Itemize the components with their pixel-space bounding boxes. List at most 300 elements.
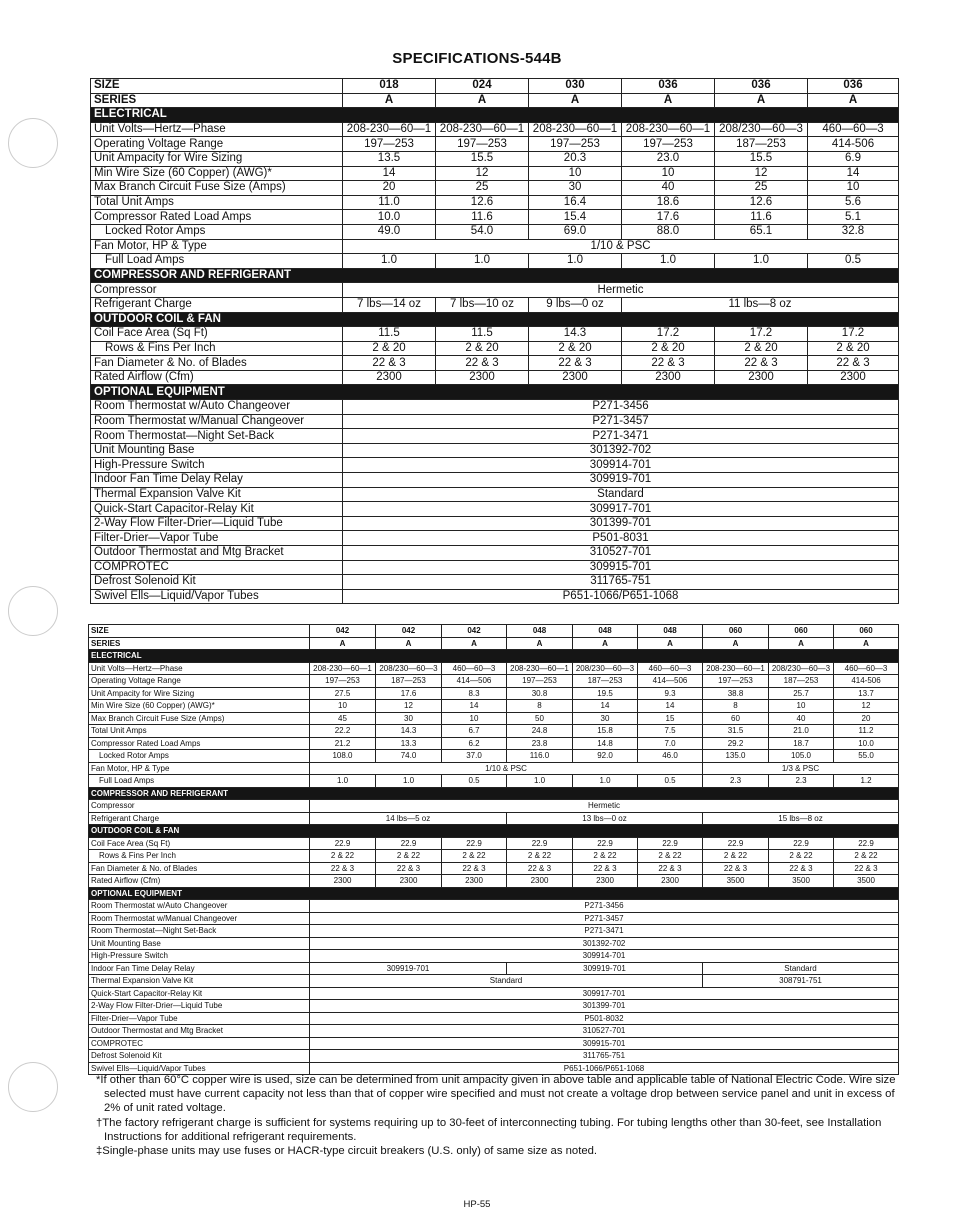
value-cell: 65.1	[715, 224, 808, 239]
row-optional	[91, 560, 899, 575]
value-cell: 8.3	[442, 687, 507, 700]
value-cell: 74.0	[376, 750, 442, 763]
value-cell: 22.9	[573, 837, 638, 850]
size-cell: 060	[769, 625, 834, 638]
value-cell: 2 & 20	[622, 341, 715, 356]
value-cell: 17.6	[622, 210, 715, 225]
value-cell: 25.7	[769, 687, 834, 700]
value-cell: 15 lbs—8 oz	[703, 812, 899, 825]
value-cell: 22 & 3	[310, 862, 376, 875]
value-cell: 2 & 22	[638, 850, 703, 863]
series-row	[91, 93, 899, 108]
value-cell: 37.0	[442, 750, 507, 763]
size-cell: 060	[703, 625, 769, 638]
value-cell: 30	[573, 712, 638, 725]
value-cell: 308791-751	[703, 975, 899, 988]
value-cell: 309917-701	[343, 502, 899, 517]
row-rows_fins	[91, 341, 899, 356]
value-cell: Standard	[343, 487, 899, 502]
row-label: Compressor	[89, 800, 310, 813]
spec-table-small-sizes	[90, 78, 899, 604]
value-cell: 92.0	[573, 750, 638, 763]
value-cell: 2 & 20	[529, 341, 622, 356]
section-header-compressor	[91, 268, 899, 283]
row-compressor	[91, 283, 899, 298]
value-cell: 20	[834, 712, 899, 725]
value-cell: 14 lbs—5 oz	[310, 812, 507, 825]
value-cell: 3500	[703, 875, 769, 888]
size-cell: 030	[529, 79, 622, 94]
value-cell: 11.0	[343, 195, 436, 210]
value-cell: 2300	[442, 875, 507, 888]
value-cell: 22 & 3	[343, 356, 436, 371]
row-label: Swivel Ells—Liquid/Vapor Tubes	[89, 1062, 310, 1075]
row-txv	[89, 975, 899, 988]
series-cell: A	[573, 637, 638, 650]
row-total_amps	[91, 195, 899, 210]
row-label: Filter-Drier—Vapor Tube	[89, 1012, 310, 1025]
value-cell: 460—60—3	[834, 662, 899, 675]
row-unit_volts	[89, 662, 899, 675]
value-cell: 2300	[310, 875, 376, 888]
value-cell: 6.7	[442, 725, 507, 738]
row-label: Min Wire Size (60 Copper) (AWG)*	[91, 166, 343, 181]
series-cell: A	[442, 637, 507, 650]
value-cell: 2 & 22	[310, 850, 376, 863]
section-header: OUTDOOR COIL & FAN	[89, 825, 899, 838]
value-cell: 15.5	[715, 151, 808, 166]
binder-hole	[8, 586, 58, 636]
value-cell: 10.0	[834, 737, 899, 750]
value-cell: 1.0	[343, 254, 436, 269]
row-label: Room Thermostat w/Auto Changeover	[89, 900, 310, 913]
row-label: Room Thermostat—Night Set-Back	[89, 925, 310, 938]
row-optional	[91, 516, 899, 531]
series-cell: A	[715, 93, 808, 108]
row-fla	[89, 775, 899, 788]
row-label: Full Load Amps	[89, 775, 310, 788]
series-cell: A	[529, 93, 622, 108]
row-label: Defrost Solenoid Kit	[89, 1050, 310, 1063]
value-cell: 45	[310, 712, 376, 725]
value-cell: 460—60—3	[638, 662, 703, 675]
row-optional	[91, 531, 899, 546]
value-cell: 197—253	[703, 675, 769, 688]
value-cell: 38.8	[703, 687, 769, 700]
value-cell: 0.5	[808, 254, 899, 269]
value-cell: 22 & 3	[622, 356, 715, 371]
value-cell: 208/230—60—3	[715, 122, 808, 137]
value-cell: 17.2	[622, 327, 715, 342]
row-ampacity	[91, 151, 899, 166]
section-header: OUTDOOR COIL & FAN	[91, 312, 899, 327]
row-ampacity	[89, 687, 899, 700]
value-cell: 60	[703, 712, 769, 725]
value-cell: 197—253	[310, 675, 376, 688]
row-label: Fan Motor, HP & Type	[89, 762, 310, 775]
value-cell: 197—253	[343, 137, 436, 152]
value-cell: 27.5	[310, 687, 376, 700]
row-optional	[89, 925, 899, 938]
value-cell: 208/230—60—3	[573, 662, 638, 675]
value-cell: 22 & 3	[703, 862, 769, 875]
size-cell: 048	[573, 625, 638, 638]
value-cell: 22 & 3	[529, 356, 622, 371]
value-cell: 11.6	[436, 210, 529, 225]
value-cell: 15.8	[573, 725, 638, 738]
value-cell: 3500	[834, 875, 899, 888]
value-cell: 19.5	[573, 687, 638, 700]
row-label: Total Unit Amps	[89, 725, 310, 738]
row-compressor	[89, 800, 899, 813]
value-cell: 2 & 22	[703, 850, 769, 863]
series-cell: A	[769, 637, 834, 650]
value-cell: 309914-701	[310, 950, 899, 963]
row-rla	[91, 210, 899, 225]
value-cell: 30	[529, 181, 622, 196]
value-cell: 11 lbs—8 oz	[622, 297, 899, 312]
value-cell: 17.6	[376, 687, 442, 700]
value-cell: 30	[376, 712, 442, 725]
row-label: Fan Diameter & No. of Blades	[91, 356, 343, 371]
value-cell: 8	[507, 700, 573, 713]
value-cell: 2 & 22	[442, 850, 507, 863]
value-cell: 22 & 3	[769, 862, 834, 875]
value-cell: 2300	[573, 875, 638, 888]
value-cell: 14	[638, 700, 703, 713]
row-label: Rated Airflow (Cfm)	[89, 875, 310, 888]
row-label: SIZE	[91, 79, 343, 94]
value-cell: 2300	[376, 875, 442, 888]
value-cell: 2300	[715, 370, 808, 385]
value-cell: 22 & 3	[507, 862, 573, 875]
value-cell: 22 & 3	[638, 862, 703, 875]
value-cell: 55.0	[834, 750, 899, 763]
value-cell: 14	[442, 700, 507, 713]
row-label: Outdoor Thermostat and Mtg Bracket	[91, 546, 343, 561]
row-op_voltage	[89, 675, 899, 688]
value-cell: P271-3457	[310, 912, 899, 925]
row-optional	[89, 900, 899, 913]
row-coil_area	[91, 327, 899, 342]
value-cell: 309919-701	[507, 962, 703, 975]
value-cell: P271-3456	[343, 400, 899, 415]
value-cell: P651-1066/P651-1068	[310, 1062, 899, 1075]
row-label: SERIES	[89, 637, 310, 650]
value-cell: 197—253	[529, 137, 622, 152]
value-cell: 22.2	[310, 725, 376, 738]
row-label: High-Pressure Switch	[89, 950, 310, 963]
value-cell: 460—60—3	[808, 122, 899, 137]
row-label: Operating Voltage Range	[89, 675, 310, 688]
row-label: Locked Rotor Amps	[91, 224, 343, 239]
value-cell: 21.2	[310, 737, 376, 750]
row-label: High-Pressure Switch	[91, 458, 343, 473]
value-cell: 414-506	[834, 675, 899, 688]
value-cell: 10	[310, 700, 376, 713]
row-label: Thermal Expansion Valve Kit	[89, 975, 310, 988]
value-cell: 309915-701	[343, 560, 899, 575]
footnote-refrigerant-charge: †The factory refrigerant charge is sufficient for systems requiring up to 30-feet of interconnecting tubing. For tubing lengths other than 30-feet, see Installation Instructions for additional refrigerant requirements.	[96, 1116, 882, 1143]
value-cell: 15.5	[436, 151, 529, 166]
value-cell: 9 lbs—0 oz	[529, 297, 622, 312]
row-op_voltage	[91, 137, 899, 152]
value-cell: 208-230—60—1	[310, 662, 376, 675]
value-cell: 88.0	[622, 224, 715, 239]
value-cell: 197—253	[436, 137, 529, 152]
row-rla	[89, 737, 899, 750]
size-cell: 042	[376, 625, 442, 638]
value-cell: 10.0	[343, 210, 436, 225]
spec-table-large-sizes	[88, 624, 899, 1075]
value-cell: 2300	[529, 370, 622, 385]
series-cell: A	[703, 637, 769, 650]
row-label: Fan Motor, HP & Type	[91, 239, 343, 254]
value-cell: 135.0	[703, 750, 769, 763]
value-cell: 1.0	[436, 254, 529, 269]
row-max_fuse	[91, 181, 899, 196]
row-label: Locked Rotor Amps	[89, 750, 310, 763]
value-cell: 187—253	[715, 137, 808, 152]
value-cell: 1/3 & PSC	[703, 762, 899, 775]
row-fan_motor	[89, 762, 899, 775]
value-cell: P271-3456	[310, 900, 899, 913]
value-cell: 414—506	[638, 675, 703, 688]
value-cell: 6.9	[808, 151, 899, 166]
row-optional	[89, 1050, 899, 1063]
series-cell: A	[343, 93, 436, 108]
row-label: Indoor Fan Time Delay Relay	[91, 473, 343, 488]
value-cell: 12.6	[436, 195, 529, 210]
row-optional	[91, 414, 899, 429]
row-label: Coil Face Area (Sq Ft)	[89, 837, 310, 850]
value-cell: 311765-751	[343, 575, 899, 590]
row-optional	[91, 458, 899, 473]
row-label: Thermal Expansion Valve Kit	[91, 487, 343, 502]
value-cell: 1.0	[622, 254, 715, 269]
value-cell: 1/10 & PSC	[310, 762, 703, 775]
row-lra	[89, 750, 899, 763]
value-cell: 1/10 & PSC	[343, 239, 899, 254]
value-cell: Standard	[703, 962, 899, 975]
value-cell: 2 & 22	[376, 850, 442, 863]
value-cell: 14.8	[573, 737, 638, 750]
row-label: Unit Mounting Base	[91, 443, 343, 458]
value-cell: 1.2	[834, 775, 899, 788]
row-label: Full Load Amps	[91, 254, 343, 269]
value-cell: 25	[436, 181, 529, 196]
value-cell: 13.7	[834, 687, 899, 700]
value-cell: 22 & 3	[573, 862, 638, 875]
value-cell: 197—253	[622, 137, 715, 152]
row-label: Unit Ampacity for Wire Sizing	[89, 687, 310, 700]
row-optional	[91, 487, 899, 502]
value-cell: 22 & 3	[436, 356, 529, 371]
value-cell: 16.4	[529, 195, 622, 210]
section-header: OPTIONAL EQUIPMENT	[89, 887, 899, 900]
footnote-single-phase-fuses: ‡Single-phase units may use fuses or HACR-type circuit breakers (U.S. only) of same size as noted.	[96, 1145, 598, 1158]
row-label: SERIES	[91, 93, 343, 108]
page-number: HP-55	[463, 1199, 491, 1210]
section-header-outdoor	[91, 312, 899, 327]
value-cell: 11.5	[343, 327, 436, 342]
row-label: Rows & Fins Per Inch	[91, 341, 343, 356]
value-cell: 22.9	[638, 837, 703, 850]
value-cell: 11.6	[715, 210, 808, 225]
value-cell: 13.5	[343, 151, 436, 166]
value-cell: 2 & 20	[436, 341, 529, 356]
value-cell: 31.5	[703, 725, 769, 738]
row-label: Room Thermostat w/Manual Changeover	[91, 414, 343, 429]
row-delay-relay	[89, 962, 899, 975]
row-unit_volts	[91, 122, 899, 137]
value-cell: 7 lbs—14 oz	[343, 297, 436, 312]
value-cell: 2 & 22	[573, 850, 638, 863]
row-charge	[91, 297, 899, 312]
value-cell: 7 lbs—10 oz	[436, 297, 529, 312]
row-label: COMPROTEC	[91, 560, 343, 575]
value-cell: 0.5	[638, 775, 703, 788]
value-cell: 309919-701	[343, 473, 899, 488]
value-cell: 13.3	[376, 737, 442, 750]
value-cell: 46.0	[638, 750, 703, 763]
value-cell: 1.0	[573, 775, 638, 788]
value-cell: 23.8	[507, 737, 573, 750]
row-label: Unit Volts—Hertz—Phase	[91, 122, 343, 137]
section-header: COMPRESSOR AND REFRIGERANT	[91, 268, 899, 283]
value-cell: 309914-701	[343, 458, 899, 473]
value-cell: 1.0	[376, 775, 442, 788]
series-cell: A	[376, 637, 442, 650]
row-optional	[91, 575, 899, 590]
value-cell: 40	[769, 712, 834, 725]
value-cell: 29.2	[703, 737, 769, 750]
value-cell: 22.9	[834, 837, 899, 850]
value-cell: 1.0	[507, 775, 573, 788]
value-cell: 12	[376, 700, 442, 713]
value-cell: 22.9	[376, 837, 442, 850]
row-optional	[89, 1037, 899, 1050]
value-cell: 2 & 20	[715, 341, 808, 356]
footnote-wire-size: *If other than 60°C copper wire is used, size can be determined from unit ampacity given in above table and applicable table of National Electric Code. Wire size selected must have current capacity not less than that of copper wire specified and must not create a voltage drop between service panel and unit in excess of 2% of unit rated voltage.	[96, 1074, 896, 1115]
row-label: Max Branch Circuit Fuse Size (Amps)	[91, 181, 343, 196]
row-optional	[89, 937, 899, 950]
size-cell: 048	[507, 625, 573, 638]
value-cell: 187—253	[769, 675, 834, 688]
row-label: Quick-Start Capacitor-Relay Kit	[89, 987, 310, 1000]
value-cell: 3500	[769, 875, 834, 888]
size-cell: 036	[622, 79, 715, 94]
value-cell: 22.9	[310, 837, 376, 850]
value-cell: 2300	[507, 875, 573, 888]
row-rows_fins	[89, 850, 899, 863]
section-header: OPTIONAL EQUIPMENT	[91, 385, 899, 400]
value-cell: 208-230—60—1	[436, 122, 529, 137]
row-optional	[91, 589, 899, 604]
value-cell: 21.0	[769, 725, 834, 738]
size-cell: 036	[715, 79, 808, 94]
value-cell: 10	[769, 700, 834, 713]
value-cell: 50	[507, 712, 573, 725]
value-cell: 1.0	[529, 254, 622, 269]
row-label: Total Unit Amps	[91, 195, 343, 210]
value-cell: 2300	[343, 370, 436, 385]
value-cell: 208/230—60—3	[376, 662, 442, 675]
row-label: Refrigerant Charge	[91, 297, 343, 312]
row-label: Filter-Drier—Vapor Tube	[91, 531, 343, 546]
value-cell: 208-230—60—1	[507, 662, 573, 675]
value-cell: 187—253	[376, 675, 442, 688]
value-cell: 10	[529, 166, 622, 181]
row-optional	[91, 473, 899, 488]
row-label: Min Wire Size (60 Copper) (AWG)*	[89, 700, 310, 713]
value-cell: 7.5	[638, 725, 703, 738]
row-label: Unit Ampacity for Wire Sizing	[91, 151, 343, 166]
value-cell: 2300	[436, 370, 529, 385]
value-cell: 460—60—3	[442, 662, 507, 675]
row-label: Quick-Start Capacitor-Relay Kit	[91, 502, 343, 517]
binder-hole	[8, 1062, 58, 1112]
value-cell: 22.9	[769, 837, 834, 850]
value-cell: 1.0	[715, 254, 808, 269]
value-cell: 10	[808, 181, 899, 196]
series-cell: A	[808, 93, 899, 108]
size-cell: 048	[638, 625, 703, 638]
row-label: Room Thermostat w/Auto Changeover	[91, 400, 343, 415]
row-label: SIZE	[89, 625, 310, 638]
size-cell: 024	[436, 79, 529, 94]
value-cell: Standard	[310, 975, 703, 988]
value-cell: 414—506	[442, 675, 507, 688]
value-cell: 9.3	[638, 687, 703, 700]
value-cell: 10	[442, 712, 507, 725]
row-optional	[89, 1000, 899, 1013]
row-total_amps	[89, 725, 899, 738]
value-cell: 2.3	[703, 775, 769, 788]
value-cell: Hermetic	[343, 283, 899, 298]
value-cell: 309915-701	[310, 1037, 899, 1050]
value-cell: P271-3471	[343, 429, 899, 444]
row-lra	[91, 224, 899, 239]
row-label: Max Branch Circuit Fuse Size (Amps)	[89, 712, 310, 725]
value-cell: 40	[622, 181, 715, 196]
value-cell: 12	[715, 166, 808, 181]
row-optional	[89, 1025, 899, 1038]
value-cell: 14	[573, 700, 638, 713]
section-header-outdoor	[89, 825, 899, 838]
row-label: 2-Way Flow Filter-Drier—Liquid Tube	[91, 516, 343, 531]
row-label: Unit Mounting Base	[89, 937, 310, 950]
section-header: ELECTRICAL	[91, 108, 899, 123]
row-optional	[89, 950, 899, 963]
value-cell: 14.3	[529, 327, 622, 342]
row-optional	[89, 912, 899, 925]
row-label: Room Thermostat w/Manual Changeover	[89, 912, 310, 925]
value-cell: 11.5	[436, 327, 529, 342]
series-cell: A	[310, 637, 376, 650]
row-label: Fan Diameter & No. of Blades	[89, 862, 310, 875]
value-cell: 22.9	[442, 837, 507, 850]
value-cell: 6.2	[442, 737, 507, 750]
size-cell: 060	[834, 625, 899, 638]
row-fla	[91, 254, 899, 269]
row-optional	[89, 987, 899, 1000]
row-label: Compressor	[91, 283, 343, 298]
row-label: Refrigerant Charge	[89, 812, 310, 825]
size-cell: 036	[808, 79, 899, 94]
row-label: Operating Voltage Range	[91, 137, 343, 152]
value-cell: 105.0	[769, 750, 834, 763]
